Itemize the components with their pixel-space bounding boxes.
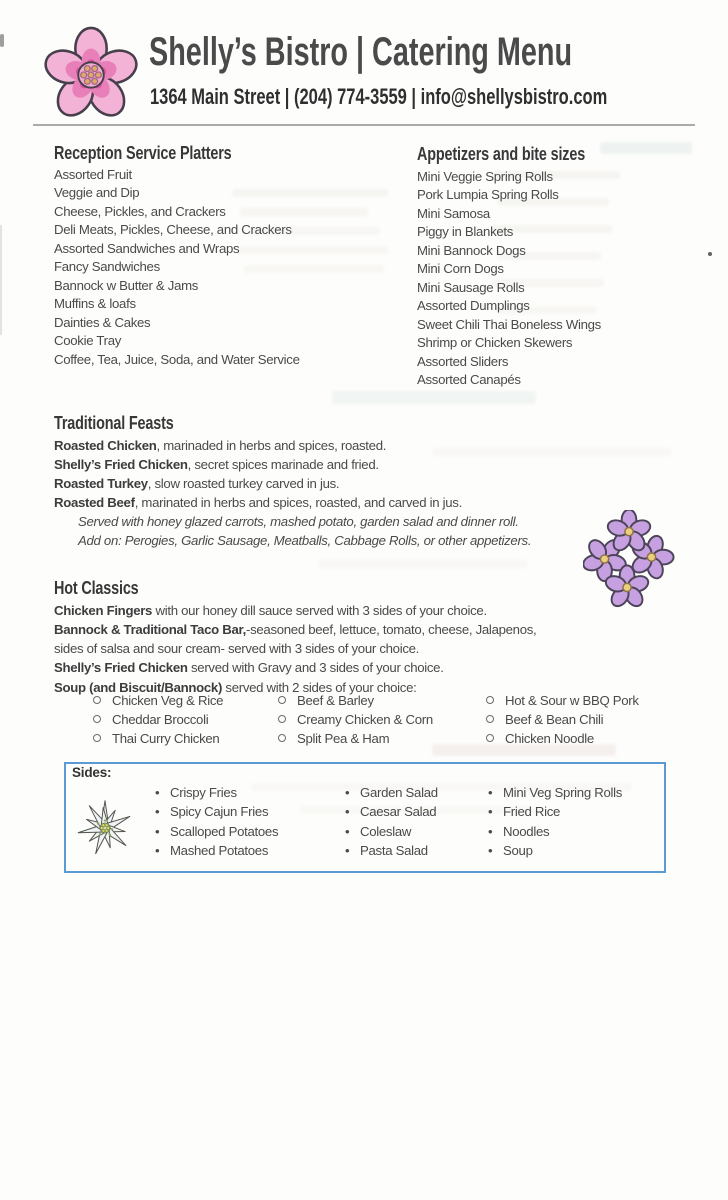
- menu-item: Assorted Sandwiches and Wraps: [54, 240, 240, 256]
- side-item-label: Mashed Potatoes: [170, 842, 269, 858]
- menu-item: [54, 495, 462, 510]
- item-desc: , secret spices marinade and fried.: [187, 457, 379, 472]
- sides-column: [488, 785, 622, 862]
- menu-item: [54, 438, 386, 453]
- menu-item: Mini Corn Dogs: [417, 261, 504, 277]
- scan-artifact: [708, 252, 712, 256]
- feast-note: Served with honey glazed carrots, mashed potato, garden salad and dinner roll.: [78, 514, 519, 529]
- menu-item: Bannock w Butter & Jams: [54, 277, 199, 293]
- side-item-label: Coleslaw: [360, 823, 412, 839]
- soup-options-column: [486, 693, 639, 751]
- dot-bullet-icon: [155, 824, 170, 839]
- menu-item: [54, 622, 536, 637]
- item-name: Chicken Fingers: [54, 603, 153, 618]
- item-desc: -seasoned beef, lettuce, tomato, cheese, Jalapenos,: [245, 622, 537, 637]
- soup-option: [486, 693, 639, 712]
- side-item: [488, 824, 622, 843]
- soup-option: [486, 712, 639, 731]
- side-item: [155, 824, 278, 843]
- menu-item: Assorted Sliders: [417, 353, 509, 369]
- item-name: Soup (and Biscuit/Bannock): [54, 680, 223, 695]
- menu-item: Piggy in Blankets: [417, 224, 514, 240]
- side-item: [155, 804, 278, 823]
- soup-option-label: Cheddar Broccoli: [112, 712, 209, 728]
- side-item-label: Fried Rice: [503, 804, 561, 820]
- soup-option-label: Creamy Chicken & Corn: [297, 712, 433, 728]
- soup-option-label: Split Pea & Ham: [297, 731, 390, 747]
- side-item-label: Noodles: [503, 823, 550, 839]
- feast-note: Add on: Perogies, Garlic Sausage, Meatballs, Cabbage Rolls, or other appetizers.: [78, 533, 532, 548]
- side-item-label: Crispy Fries: [170, 785, 237, 800]
- side-item-label: Soup: [503, 842, 533, 858]
- item-desc: served with Gravy and 3 sides of your choice.: [187, 660, 444, 675]
- item-desc: with our honey dill sauce served with 3 sides of your choice.: [152, 603, 487, 618]
- dot-bullet-icon: [488, 843, 503, 858]
- menu-item: Mini Veggie Spring Rolls: [417, 169, 553, 184]
- dot-bullet-icon: [345, 785, 360, 800]
- side-item-label: Pasta Salad: [360, 842, 428, 858]
- circle-bullet-icon: [93, 715, 101, 723]
- menu-item: Deli Meats, Pickles, Cheese, and Crackers: [54, 222, 292, 238]
- menu-item: [54, 476, 339, 491]
- section-heading-appetizers: Appetizers and bite sizes: [417, 144, 586, 164]
- scan-artifact: [0, 225, 2, 335]
- menu-item: Cookie Tray: [54, 333, 122, 349]
- section-heading-feasts: Traditional Feasts: [54, 413, 174, 433]
- scan-artifact: [0, 34, 4, 47]
- item-name: Roasted Chicken: [54, 438, 157, 453]
- menu-item: Assorted Fruit: [54, 167, 132, 182]
- dot-bullet-icon: [155, 785, 170, 800]
- menu-item: [54, 641, 419, 656]
- soup-option: [93, 712, 223, 731]
- dot-bullet-icon: [488, 804, 503, 819]
- side-item: [488, 785, 622, 804]
- side-item: [155, 785, 278, 804]
- item-name: Bannock & Traditional Taco Bar,: [54, 622, 246, 637]
- item-name: Roasted Turkey: [54, 476, 148, 491]
- side-item-label: Garden Salad: [360, 785, 438, 800]
- soup-option: [93, 693, 223, 712]
- menu-item: Mini Bannock Dogs: [417, 242, 526, 258]
- menu-item: Assorted Dumplings: [417, 298, 530, 314]
- menu-item: Fancy Sandwiches: [54, 259, 160, 275]
- menu-item: Mini Samosa: [417, 205, 490, 221]
- item-desc: , marinaded in herbs and spices, roasted.: [156, 438, 387, 453]
- side-item: [488, 804, 622, 823]
- side-item: [345, 824, 438, 843]
- soup-options-column: [93, 693, 223, 751]
- side-item: [345, 804, 438, 823]
- circle-bullet-icon: [278, 696, 286, 704]
- menu-item: Mini Sausage Rolls: [417, 279, 525, 295]
- item-desc: served with 2 sides of your choice:: [222, 680, 417, 695]
- menu-item: [54, 603, 487, 618]
- dot-bullet-icon: [345, 843, 360, 858]
- soup-option: [278, 693, 433, 712]
- side-item: [488, 843, 622, 862]
- dot-bullet-icon: [488, 824, 503, 839]
- soup-options-column: [278, 693, 433, 751]
- menu-item: [54, 660, 444, 675]
- section-heading-reception: Reception Service Platters: [54, 143, 232, 163]
- item-desc: , marinated in herbs and spices, roasted, and carved in jus.: [134, 495, 462, 510]
- soup-option: [278, 731, 433, 750]
- appetizers-list: [417, 168, 601, 389]
- soup-option-label: Beef & Bean Chili: [505, 712, 604, 728]
- item-name: Shelly’s Fried Chicken: [54, 660, 188, 675]
- section-heading-hot-classics: Hot Classics: [54, 578, 139, 598]
- item-name: Roasted Beef: [54, 495, 135, 510]
- circle-bullet-icon: [486, 696, 494, 704]
- dot-bullet-icon: [155, 843, 170, 858]
- side-item: [345, 785, 438, 804]
- item-desc: sides of salsa and sour cream- served with 3 sides of your choice.: [54, 641, 420, 656]
- soup-option: [278, 712, 433, 731]
- menu-item: Shrimp or Chicken Skewers: [417, 335, 573, 351]
- contact-line: 1364 Main Street | (204) 774-3559 | info@shellysbistro.com: [150, 84, 608, 109]
- purple-violets-icon: [583, 510, 675, 612]
- circle-bullet-icon: [486, 734, 494, 742]
- soup-option-label: Beef & Barley: [297, 693, 374, 708]
- menu-item: Assorted Canapés: [417, 371, 521, 387]
- menu-item: Veggie and Dip: [54, 185, 140, 201]
- reception-list: [54, 166, 300, 369]
- sides-column: [345, 785, 438, 862]
- side-item-label: Caesar Salad: [360, 804, 437, 820]
- soup-option-label: Chicken Veg & Rice: [112, 693, 224, 708]
- menu-item: Cheese, Pickles, and Crackers: [54, 203, 226, 219]
- menu-item: [54, 457, 379, 472]
- white-edelweiss-icon: [74, 795, 136, 861]
- dot-bullet-icon: [488, 785, 503, 800]
- side-item-label: Spicy Cajun Fries: [170, 804, 269, 820]
- menu-item: Coffee, Tea, Juice, Soda, and Water Service: [54, 351, 300, 367]
- dot-bullet-icon: [345, 824, 360, 839]
- item-name: Shelly’s Fried Chicken: [54, 457, 188, 472]
- soup-option-label: Chicken Noodle: [505, 731, 594, 747]
- soup-option: [93, 731, 223, 750]
- soup-option: [486, 731, 639, 750]
- item-desc: , slow roasted turkey carved in jus.: [147, 476, 340, 491]
- bleed-through-artifact: [432, 448, 672, 456]
- side-item: [155, 843, 278, 862]
- dot-bullet-icon: [155, 804, 170, 819]
- pink-blossom-logo-icon: [38, 24, 144, 122]
- side-item-label: Scalloped Potatoes: [170, 823, 279, 839]
- soup-option-label: Hot & Sour w BBQ Pork: [505, 693, 639, 708]
- dot-bullet-icon: [345, 804, 360, 819]
- circle-bullet-icon: [278, 715, 286, 723]
- menu-item: Dainties & Cakes: [54, 314, 151, 330]
- circle-bullet-icon: [486, 715, 494, 723]
- header-divider: [33, 124, 695, 126]
- menu-item: Sweet Chili Thai Boneless Wings: [417, 316, 601, 332]
- menu-item: Pork Lumpia Spring Rolls: [417, 187, 559, 203]
- side-item: [345, 843, 438, 862]
- bleed-through-artifact: [318, 560, 528, 568]
- bleed-through-artifact: [332, 391, 536, 404]
- menu-item: Muffins & loafs: [54, 296, 136, 312]
- soup-option-label: Thai Curry Chicken: [112, 731, 220, 747]
- circle-bullet-icon: [278, 734, 286, 742]
- page-title: Shelly’s Bistro | Catering Menu: [149, 30, 573, 74]
- circle-bullet-icon: [93, 696, 101, 704]
- side-item-label: Mini Veg Spring Rolls: [503, 785, 623, 800]
- circle-bullet-icon: [93, 734, 101, 742]
- sides-label: Sides:: [72, 765, 112, 780]
- sides-column: [155, 785, 278, 862]
